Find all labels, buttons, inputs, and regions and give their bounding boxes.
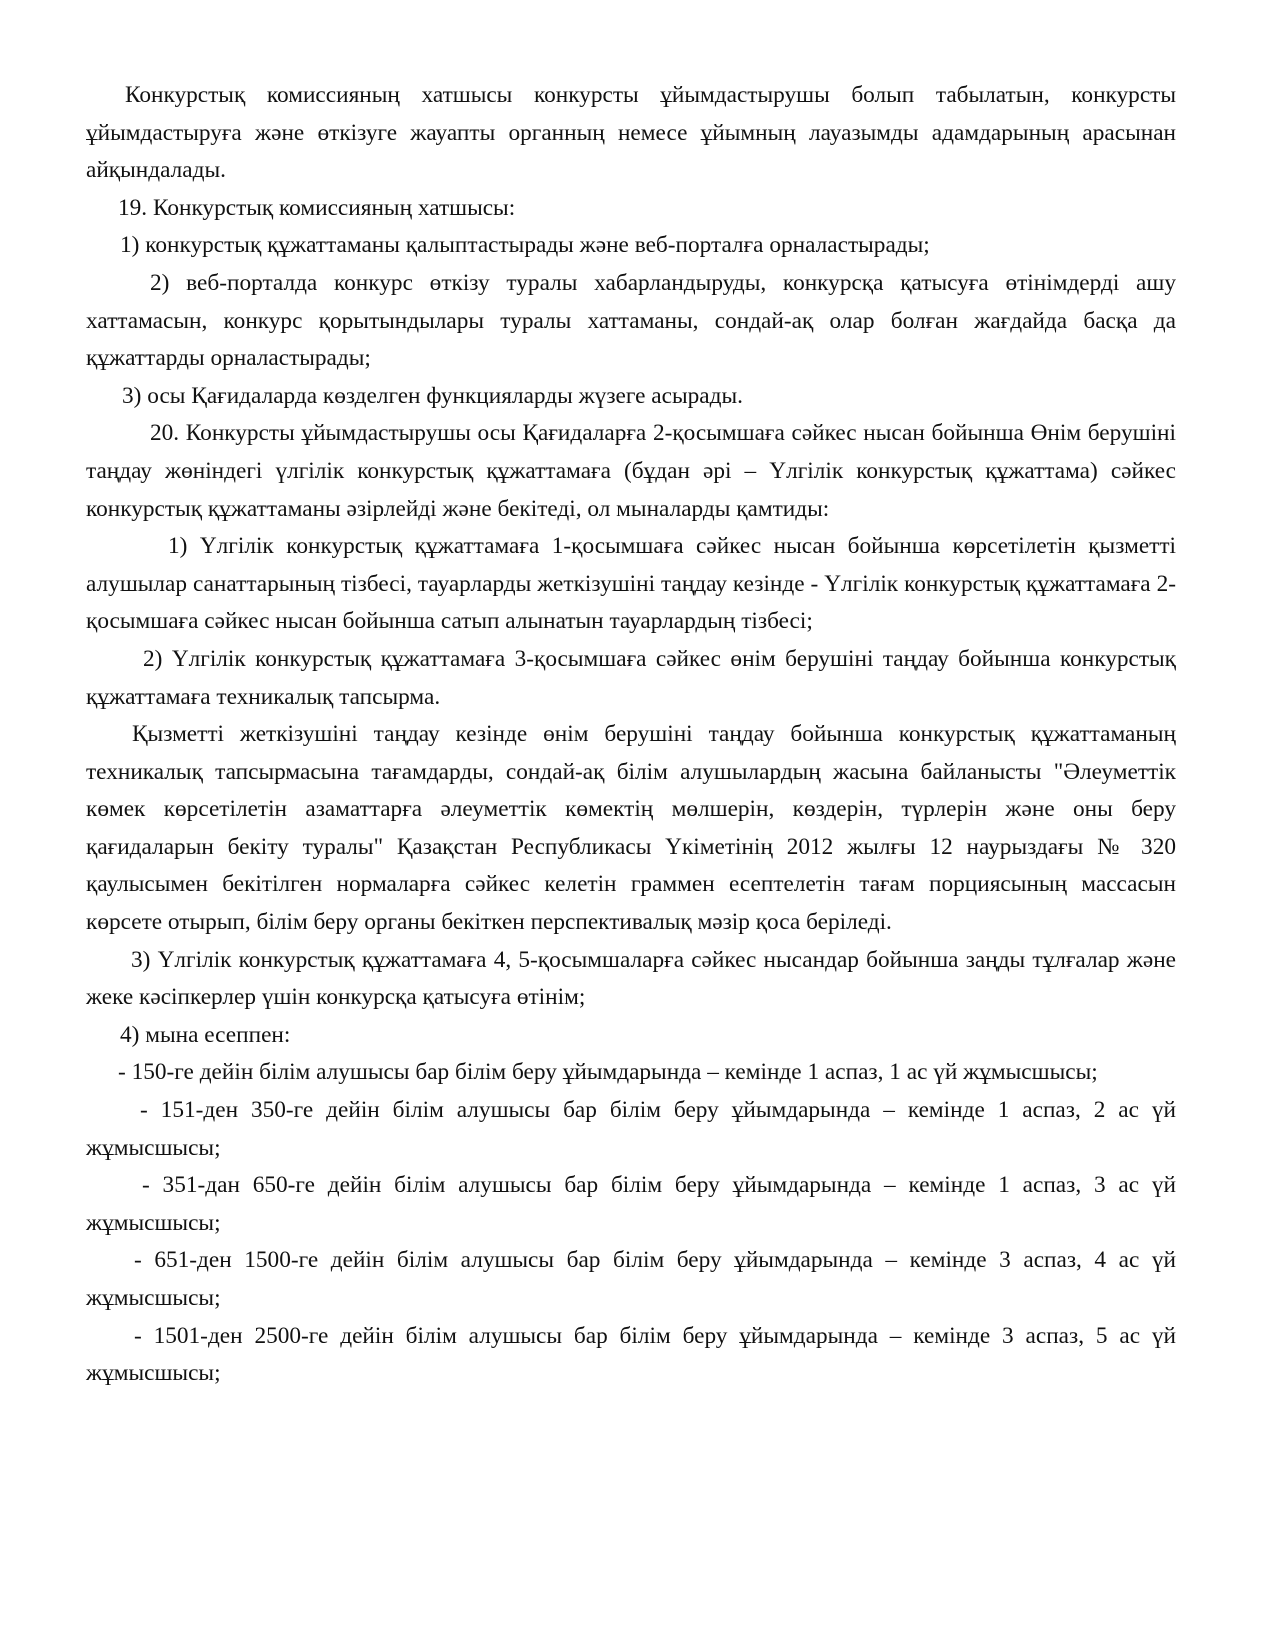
list-item-staff-2500: - 1501-ден 2500-ге дейін білім алушысы бар білім беру ұйымдарында – кемінде 3 аспаз, 5 ас үй жұмысшысы; <box>86 1322 1176 1387</box>
paragraph-item-19-1: 1) конкурстық құжаттаманы қалыптастырады және веб-порталға орналастырады; <box>120 232 930 259</box>
paragraph-item-19-2: 2) веб-порталда конкурс өткізу туралы хабарландыруды, конкурсқа қатысуға өтінімдерді ашу хаттамасын, конкурс қорытындылары туралы хаттаманы, сондай-ақ олар болған жағдайда басқа да құжаттарды орналастырады; <box>86 269 1176 372</box>
paragraph-secretary-definition: Конкурстық комиссияның хатшысы конкурсты ұйымдастырушы болып табылатын, конкурсты ұйымдастыруға және өткізуге жауапты органның немесе ұйымның лауазымды адамдарының арасынан айқындалады. <box>86 82 1176 184</box>
paragraph-item-20-3: 3) Үлгілік конкурстық құжаттамаға 4, 5-қосымшаларға сәйкес нысандар бойынша заңды тұлғалар және жеке кәсіпкерлер үшін конкурсқа қатысуға өтінім; <box>86 946 1176 1011</box>
paragraph-item-19: 19. Конкурстық комиссияның хатшысы: <box>118 194 516 221</box>
list-item-staff-350: - 151-ден 350-ге дейін білім алушысы бар білім беру ұйымдарында – кемінде 1 аспаз, 2 ас үй жұмысшысы; <box>86 1097 1176 1161</box>
paragraph-item-19-3: 3) осы Қағидаларда көзделген функцияларды жүзеге асырады. <box>122 382 743 409</box>
list-item-staff-150: - 150-ге дейін білім алушысы бар білім беру ұйымдарында – кемінде 1 аспаз, 1 ас үй жұмысшысы; <box>118 1059 1098 1086</box>
list-item-staff-1500: - 651-ден 1500-ге дейін білім алушысы бар білім беру ұйымдарында – кемінде 3 аспаз, 4 ас үй жұмысшысы; <box>86 1247 1176 1311</box>
paragraph-item-20-4: 4) мына есеппен: <box>120 1021 291 1048</box>
paragraph-service-supplier: Қызметті жеткізушіні таңдау кезінде өнім берушіні таңдау бойынша конкурстық құжаттаманың техникалық тапсырмасына тағамдарды, сондай-ақ білім алушылардың жасына байланысты "Әлеуметтік көмек көрсетілетін азаматтарға әлеуметтік көмектің мөлшерін, көздерін, түрлерін және оны беру қағидаларын бекіту туралы" Қазақстан Республикасы Үкіметінің 2012 жылғы 12 наурыздағы № 320 қаулысымен бекітілген нормаларға сәйкес келетін граммен есептелетін тағам порциясының массасын көрсете отырып, білім беру органы бекіткен перспективалық мәзір қоса беріледі. <box>86 721 1176 936</box>
document-body <box>86 77 1176 1393</box>
paragraph-item-20-2: 2) Үлгілік конкурстық құжаттамаға 3-қосымшаға сәйкес өнім берушіні таңдау бойынша конкурстық құжаттамаға техникалық тапсырма. <box>86 645 1176 710</box>
paragraph-item-20: 20. Конкурсты ұйымдастырушы осы Қағидаларға 2-қосымшаға сәйкес нысан бойынша Өнім берушіні таңдау жөніндегі үлгілік конкурстық құжаттамаға (бұдан әрі – Үлгілік конкурстық құжаттама) сәйкес конкурстық құжаттаманы әзірлейді және бекітеді, ол мыналарды қамтиды: <box>86 420 1176 522</box>
list-item-staff-650: - 351-дан 650-ге дейін білім алушысы бар білім беру ұйымдарында – кемінде 1 аспаз, 3 ас үй жұмысшысы; <box>86 1172 1176 1236</box>
paragraph-item-20-1: 1) Үлгілік конкурстық құжаттамаға 1-қосымшаға сәйкес нысан бойынша көрсетілетін қызметті алушылар санаттарының тізбесі, тауарларды жеткізушіні таңдау кезінде - Үлгілік конкурстық құжаттамаға 2-қосымшаға сәйкес нысан бойынша сатып алынатын тауарлардың тізбесі; <box>86 533 1176 635</box>
